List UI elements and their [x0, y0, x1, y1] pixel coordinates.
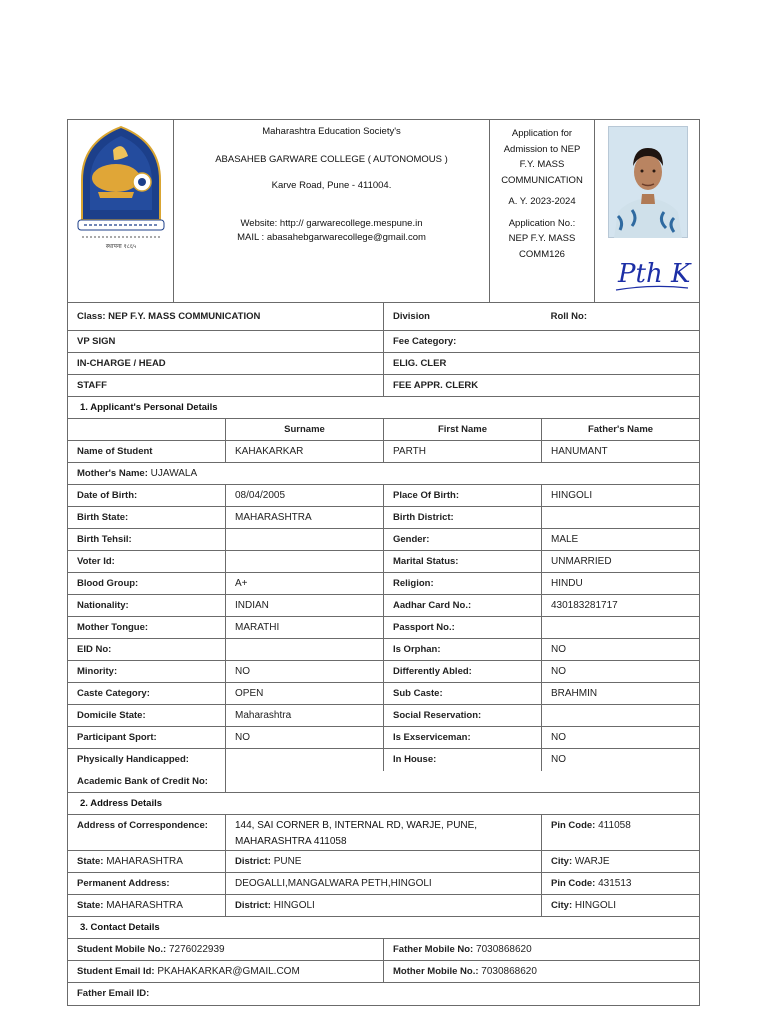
application-title-1: Application for — [511, 128, 573, 139]
applicant-photo — [608, 126, 688, 238]
detail-label: Marital Status: — [384, 551, 542, 572]
name-header-row — [68, 419, 699, 441]
first-name-value: PARTH — [384, 441, 542, 462]
personal-detail-row — [68, 573, 699, 595]
staff-label: STAFF — [68, 375, 384, 396]
correspondence-pin — [542, 815, 699, 850]
mother-name-label: Mother's Name: — [77, 467, 148, 479]
perm-pin-value: 431513 — [598, 877, 632, 889]
detail-value: HINDU — [551, 577, 583, 589]
correspondence-row — [68, 815, 699, 851]
father-mobile-label: Father Mobile No: — [393, 943, 474, 955]
detail-value: INDIAN — [226, 595, 384, 616]
application-title-2: Admission to NEP — [503, 143, 581, 155]
correspondence-label: Address of Correspondence: — [68, 815, 226, 850]
application-info — [490, 120, 595, 302]
detail-label: Aadhar Card No.: — [384, 595, 542, 616]
detail-value: NO — [551, 754, 566, 765]
perm-district-value: HINGOLI — [273, 899, 315, 911]
student-email-label: Student Email Id: — [77, 965, 155, 977]
personal-detail-row — [68, 705, 699, 727]
perm-state-value: MAHARASHTRA — [106, 899, 183, 911]
detail-value: MAHARASHTRA — [226, 507, 384, 528]
detail-label: Minority: — [68, 661, 226, 682]
father-mobile-value: 7030868620 — [476, 943, 532, 955]
application-no-2: NEP F.Y. MASS — [508, 233, 576, 244]
father-email-label: Father Email ID: — [77, 988, 150, 999]
permanent-row — [68, 873, 699, 895]
detail-label: Social Reservation: — [384, 705, 542, 726]
detail-label: Place Of Birth: — [384, 485, 542, 506]
detail-label: Mother Tongue: — [68, 617, 226, 638]
correspondence-line-2: MAHARASHTRA 411058 — [235, 836, 347, 847]
perm-district-label: District: — [235, 899, 271, 911]
detail-value: 430183281717 — [551, 599, 618, 611]
detail-label: Passport No.: — [384, 617, 542, 638]
personal-detail-row — [68, 727, 699, 749]
father-name-header: Father's Name — [587, 423, 654, 435]
svg-text:Pth K: Pth K — [618, 259, 691, 289]
detail-label: Date of Birth: — [68, 485, 226, 506]
abc-value — [226, 771, 699, 792]
perm-pin-label: Pin Code: — [551, 877, 596, 889]
detail-value: NO — [226, 661, 384, 682]
detail-label: Participant Sport: — [68, 727, 226, 748]
corr-district-value: PUNE — [273, 855, 302, 867]
roll-no-label: Roll No: — [550, 310, 587, 322]
pin-value: 411058 — [598, 820, 631, 831]
class-label: Class: NEP F.Y. MASS COMMUNICATION — [68, 303, 384, 330]
city-label: City: — [551, 855, 573, 867]
pin-label: Pin Code: — [551, 820, 596, 831]
detail-label: Nationality: — [68, 595, 226, 616]
correspondence-value — [226, 815, 542, 850]
detail-label: Birth District: — [384, 507, 542, 528]
personal-detail-row — [68, 485, 699, 507]
personal-detail-row — [68, 595, 699, 617]
detail-label: Is Exserviceman: — [384, 727, 542, 748]
father-email-row — [68, 983, 699, 1005]
detail-label: Voter Id: — [68, 551, 226, 572]
personal-detail-row — [68, 683, 699, 705]
vp-row — [68, 331, 699, 353]
detail-value: NO — [551, 643, 566, 655]
mother-name-row — [68, 463, 699, 485]
personal-detail-row — [68, 529, 699, 551]
incharge-row — [68, 353, 699, 375]
detail-value — [226, 749, 384, 771]
detail-value: BRAHMIN — [551, 687, 598, 699]
detail-label: EID No: — [68, 639, 226, 660]
student-name-row — [68, 441, 699, 463]
abc-label: Academic Bank of Credit No: — [68, 771, 226, 792]
detail-label: Differently Abled: — [384, 661, 542, 682]
permanent-value: DEOGALLI,MANGALWARA PETH,HINGOLI — [226, 873, 542, 894]
perm-state-row — [68, 895, 699, 917]
detail-value: OPEN — [226, 683, 384, 704]
address-section-header — [68, 793, 699, 815]
surname-value: KAHAKARKAR — [226, 441, 384, 462]
staff-row — [68, 375, 699, 397]
detail-value — [542, 617, 699, 638]
personal-detail-row — [68, 639, 699, 661]
personal-detail-row — [68, 749, 699, 771]
personal-detail-row — [68, 507, 699, 529]
detail-value — [226, 551, 384, 572]
application-title-4: COMMUNICATION — [501, 174, 583, 186]
incharge-label: IN-CHARGE / HEAD — [68, 353, 384, 374]
detail-label: Blood Group: — [68, 573, 226, 594]
fee-appr-label: FEE APPR. CLERK — [393, 379, 479, 391]
detail-value — [226, 529, 384, 550]
detail-value — [542, 507, 699, 528]
contact-section-title: 3. Contact Details — [80, 922, 160, 933]
correspondence-line-1: 144, SAI CORNER B, INTERNAL RD, WARJE, PUNE, — [235, 820, 478, 831]
corr-state-value: MAHARASHTRA — [106, 855, 183, 867]
mother-mobile-value: 7030868620 — [481, 965, 537, 977]
elig-cler-label: ELIG. CLER — [393, 357, 447, 369]
fee-category-label: Fee Category: — [393, 335, 457, 347]
detail-label: Birth Tehsil: — [68, 529, 226, 550]
first-name-header: First Name — [384, 419, 542, 440]
detail-label: Sub Caste: — [384, 683, 542, 704]
perm-city-value: HINGOLI — [574, 899, 617, 911]
perm-state-label: State: — [77, 899, 104, 911]
logo-caption: स्थापना १८६५ — [105, 243, 137, 250]
division-roll — [384, 303, 699, 330]
detail-label: Gender: — [384, 529, 542, 550]
detail-label: Caste Category: — [68, 683, 226, 704]
name-label: Name of Student — [68, 441, 226, 462]
detail-value: HINGOLI — [551, 489, 593, 501]
mother-mobile-label: Mother Mobile No.: — [393, 965, 479, 977]
surname-header: Surname — [226, 419, 384, 440]
detail-label: Domicile State: — [68, 705, 226, 726]
class-row — [68, 303, 699, 331]
detail-value: A+ — [226, 573, 384, 594]
college-address: Karve Road, Pune - 411004. — [271, 180, 392, 191]
detail-label: In House: — [384, 749, 542, 771]
detail-value: NO — [551, 665, 566, 677]
vp-sign-label: VP SIGN — [68, 331, 384, 352]
personal-detail-row — [68, 617, 699, 639]
personal-details-rows — [68, 485, 699, 771]
personal-section-header — [68, 397, 699, 419]
admission-form — [67, 119, 700, 1006]
student-mobile-label: Student Mobile No.: — [77, 943, 167, 955]
detail-value: Maharashtra — [226, 705, 384, 726]
district-label: District: — [235, 855, 271, 867]
state-label: State: — [77, 855, 104, 867]
email-row — [68, 961, 699, 983]
address-section-title: 2. Address Details — [80, 798, 163, 809]
college-logo-cell — [68, 120, 174, 302]
detail-value: MALE — [551, 533, 579, 545]
detail-value: MARATHI — [226, 617, 384, 638]
application-no-1: Application No.: — [508, 217, 576, 229]
corr-state-row — [68, 851, 699, 873]
application-no-3: COMM126 — [519, 248, 565, 260]
abc-row — [68, 771, 699, 793]
form-header — [68, 120, 699, 303]
college-mail: MAIL : abasahebgarwarecollege@gmail.com — [237, 232, 426, 243]
photo-cell — [595, 120, 699, 302]
college-website: Website: http:// garwarecollege.mespune.in — [240, 218, 423, 229]
student-email-value: PKAHAKARKAR@GMAIL.COM — [157, 965, 300, 977]
father-name-value: HANUMANT — [551, 445, 608, 457]
personal-section-title: 1. Applicant's Personal Details — [80, 402, 218, 413]
society-name: Maharashtra Education Society's — [262, 126, 401, 137]
detail-label: Religion: — [384, 573, 542, 594]
mother-name-value: UJAWALA — [150, 467, 198, 479]
contact-section-header — [68, 917, 699, 939]
detail-value: NO — [551, 731, 566, 743]
application-title-3: F.Y. MASS — [519, 159, 565, 170]
permanent-label: Permanent Address: — [68, 873, 226, 894]
detail-label: Is Orphan: — [384, 639, 542, 660]
personal-detail-row — [68, 661, 699, 683]
perm-city-label: City: — [551, 899, 573, 911]
detail-value: NO — [226, 727, 384, 748]
detail-label: Physically Handicapped: — [68, 749, 226, 771]
student-mobile-value: 7276022939 — [168, 943, 225, 955]
college-logo — [68, 120, 174, 303]
detail-value — [542, 705, 699, 726]
division-label: Division — [393, 310, 430, 322]
applicant-signature — [612, 250, 692, 296]
corr-city-value: WARJE — [574, 855, 610, 867]
college-name: ABASAHEB GARWARE COLLEGE ( AUTONOMOUS ) — [215, 154, 448, 165]
academic-year: A. Y. 2023-2024 — [508, 196, 576, 207]
mobile-row — [68, 939, 699, 961]
mother-name-cell — [68, 463, 699, 484]
detail-label: Birth State: — [68, 507, 226, 528]
personal-detail-row — [68, 551, 699, 573]
institution-info — [174, 120, 490, 302]
detail-value — [226, 639, 384, 660]
detail-value: 08/04/2005 — [226, 485, 384, 506]
detail-value: UNMARRIED — [551, 555, 612, 567]
